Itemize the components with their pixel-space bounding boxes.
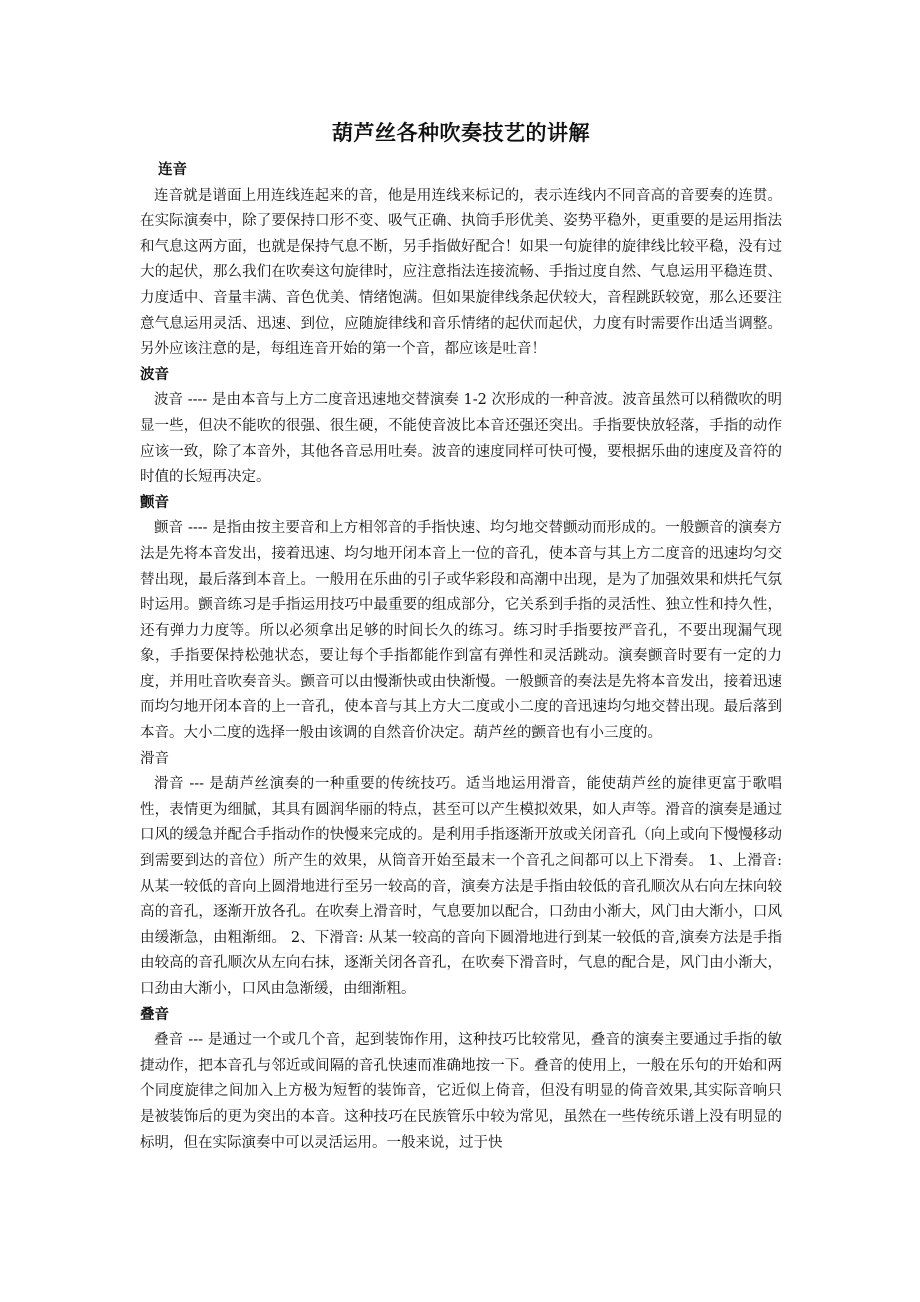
document-title: 葫芦丝各种吹奏技艺的讲解 [332,121,590,145]
section-heading-glide: 滑音 [140,750,169,767]
section-heading-legato: 连音 [158,162,187,178]
section-body-trill: 颤音 ---- 是指由按主要音和上方相邻音的手指快速、均匀地交替颤动而形成的。一般颤音的演奏方法是先将本音发出，接着迅速、均匀地开闭本音上一位的音孔，使本音与其上方二度音的迅速均匀交替出现，最后落到本音上。一般用在乐曲的引子或华彩段和高潮中出现，是为了加强效果和烘托气氛时运用。颤音练习是手指运用技巧中最重要的组成部分，它关系到手指的灵活性、独立性和持久性，还有弹力力度等。所以必须拿出足够的时间长久的练习。练习时手指要按严音孔，不要出现漏气现象，手指要保持松弛状态，要让每个手指都能作到富有弹性和灵活跳动。演奏颤音时要有一定的力度，并用吐音吹奏音头。颤音可以由慢渐快或由快渐慢。一般颤音的奏法是先将本音发出，接着迅速而均匀地开闭本音的上一音孔，使本音与其上方大二度或小二度的音迅速均匀地交替出现。最后落到本音。大小二度的选择一般由该调的自然音价决定。葫芦丝的颤音也有小三度的。 [140,520,782,742]
section-body-mordent: 波音 ---- 是由本音与上方二度音迅速地交替演奏 1-2 次形成的一种音波。波音虽然可以稍微吹的明显一些，但决不能吹的很强、很生硬，不能使音波比本音还强还突出。手指要快放轻落，手指的动作应该一致，除了本音外，其他各音忌用吐奏。波音的速度同样可快可慢，要根据乐曲的速度及音符的时值的长短再决定。 [140,392,782,486]
section-legato [140,158,782,363]
section-body-legato: 连音就是谱面上用连线连起来的音，他是用连线来标记的，表示连线内不同音高的音要奏的连贯。在实际演奏中，除了要保持口形不变、吸气正确、执筒手形优美、姿势平稳外，更重要的是运用指法和气息这两方面，也就是保持气息不断，另手指做好配合！如果一句旋律的旋律线比较平稳，没有过大的起伏，那么我们在吹奏这句旋律时，应注意指法连接流畅、手指过度自然、气息运用平稳连贯、力度适中、音量丰满、音色优美、情绪饱满。但如果旋律线条起伏较大，音程跳跃较宽，那么还要注意气息运用灵活、迅速、到位，应随旋律线和音乐情绪的起伏而起伏，力度有时需要作出适当调整。另外应该注意的是，每组连音开始的第一个音，都应该是吐音！ [140,187,782,358]
section-mordent [140,363,782,491]
section-heading-trill: 颤音 [140,494,169,511]
section-body-grace: 叠音 --- 是通过一个或几个音，起到装饰作用，这种技巧比较常见，叠音的演奏主要通过手指的敏捷动作，把本音孔与邻近或间隔的音孔快速而准确地按一下。叠音的使用上，一般在乐句的开始和两个同度旋律之间加入上方极为短暂的装饰音，它近似上倚音，但没有明显的倚音效果,其实际音响只是被装饰后的更为突出的本音。这种技巧在民族管乐中较为常见，虽然在一些传统乐谱上没有明显的标明，但在实际演奏中可以灵活运用。一般来说，过于快 [140,1032,782,1151]
section-glide [140,747,782,1003]
section-trill [140,491,782,747]
document-page [140,118,782,1156]
section-grace [140,1003,782,1157]
section-heading-grace: 叠音 [140,1006,169,1023]
section-body-glide: 滑音 --- 是葫芦丝演奏的一种重要的传统技巧。适当地运用滑音，能使葫芦丝的旋律更富于歌唱性，表情更为细腻，其具有圆润华丽的特点，甚至可以产生模拟效果，如人声等。滑音的演奏是通过口风的缓急并配合手指动作的快慢来完成的。是利用手指逐渐开放或关闭音孔（向上或向下慢慢移动到需要到达的音位）所产生的效果，从筒音开始至最末一个音孔之间都可以上下滑奏。 1、上滑音: 从某一较低的音向上圆滑地进行至另一较高的音，演奏方法是手指由较低的音孔顺次从右向左抹向较高的音孔，逐渐开放各孔。在吹奏上滑音时，气息要加以配合，口劲由小渐大，风门由大渐小，口风由缓渐急，由粗渐细。 2、下滑音: 从某一较高的音向下圆滑地进行到某一较低的音,演奏方法是手指由较高的音孔顺次从左向右抹，逐渐关闭各音孔，在吹奏下滑音时，气息的配合是，风门由小渐大，口劲由大渐小，口风由急渐缓，由细渐粗。 [140,776,782,997]
section-heading-mordent: 波音 [140,366,169,383]
